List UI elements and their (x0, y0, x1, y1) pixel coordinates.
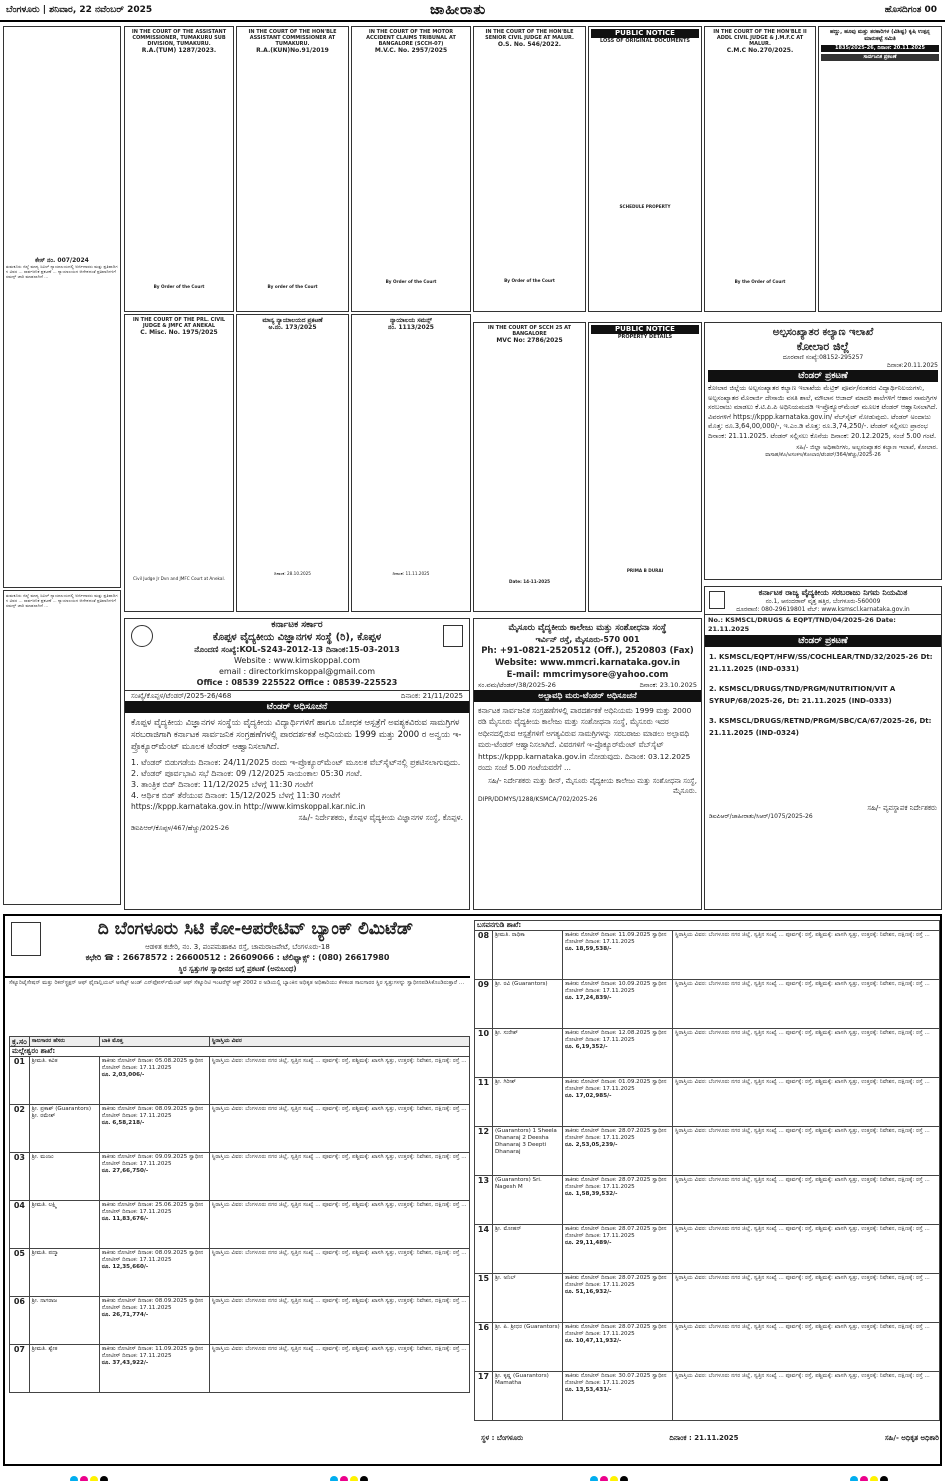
property-description: ಸ್ಥಿರಾಸ್ತಿಯ ವಿವರ: ಬೆಂಗಳೂರು ನಗರ ಜಿಲ್ಲೆ, ಸ್ವತ್ತಿನ ಸಂಖ್ಯೆ ... ಪೂರ್ವಕ್ಕೆ: ರಸ್ತೆ, ಪಶ್ಚಿಮಕ್ಕೆ: ಖಾಸಗಿ ಸ್ವತ್ತು, ಉತ್ತರಕ್ಕೆ: ನಿವೇಶನ, ದಕ್ಷಿಣಕ್ಕೆ: ರಸ್ತೆ ... (673, 1274, 940, 1323)
possession-table-right (474, 920, 940, 1421)
row-number: 17 (475, 1372, 493, 1421)
notice-case: MVC No: 2786/2025 (496, 337, 563, 344)
cmyk-dot-icon (860, 1476, 868, 1481)
table-row (475, 1029, 940, 1078)
property-description: ಸ್ಥಿರಾಸ್ತಿಯ ವಿವರ: ಬೆಂಗಳೂರು ನಗರ ಜಿಲ್ಲೆ, ಸ್ವತ್ತಿನ ಸಂಖ್ಯೆ ... ಪೂರ್ವಕ್ಕೆ: ರಸ್ತೆ, ಪಶ್ಚಿಮಕ್ಕೆ: ಖಾಸಗಿ ಸ್ವತ್ತು, ಉತ್ತರಕ್ಕೆ: ನಿವೇಶನ, ದಕ್ಷಿಣಕ್ಕೆ: ರಸ್ತೆ ... (209, 1249, 469, 1297)
notice-ac-tumakuru-2 (236, 26, 349, 312)
gov-emblem-icon (443, 625, 463, 647)
row-number: 09 (475, 980, 493, 1029)
notice-ac-tumakuru (124, 26, 234, 312)
notice-case: R.A.(KUN)No.91/2019 (256, 47, 329, 54)
notice-footer: By Order of the Court (385, 279, 437, 284)
kims-point-2: 2. ಟೆಂಡರ್ ಪೂರ್ವಭಾವಿ ಸಭೆ ದಿನಾಂಕ: 09 /12/2025 ಸಾಯಂಕಾಲ 05:30 ಗಂಟೆ. (131, 769, 363, 778)
borrower-name: ಶ್ರೀ. ಕೃಷ್ಣ (Guarantors) Mamatha (493, 1372, 563, 1421)
schedule-heading: SCHEDULE PROPERTY (619, 204, 671, 209)
row-number: 12 (475, 1127, 493, 1176)
notice-dates: ತಾಕೀತು ನೋಟೀಸ್ ದಿನಾಂಕ: 28.07.2025 ಸ್ವಾಧೀನ ನೋಟೀಸ್ ದಿನಾಂಕ: 17.11.2025 ರೂ. 51,16,932/- (563, 1274, 673, 1323)
notice-footer: By order of the Court (267, 284, 318, 289)
notice-type: ಸ್ಥಿರ ಸ್ವತ್ತುಗಳ ಸ್ವಾಧೀನದ ಬಗ್ಗೆ ಪ್ರಕಟಣೆ (ಅನುಬಂಧ) (178, 965, 297, 973)
cmyk-dot-icon (870, 1476, 878, 1481)
ksmscl-name: ಕರ್ನಾಟಕ ರಾಜ್ಯ ವೈದ್ಯಕೀಯ ಸರಬರಾಜು ನಿಗಮ ನಿಯಮಿತ (758, 588, 908, 597)
tender-strip: ಟೆಂಡರ್ ಪ್ರಕಟಣೆ (708, 370, 938, 382)
row-number: 07 (10, 1345, 30, 1393)
outstanding-amount: ರೂ. 2,03,006/- (101, 1072, 145, 1078)
outstanding-amount: ರೂ. 6,19,352/- (565, 1044, 608, 1050)
notice-title: ಹಣ್ಣು, ಹೂವು ಮತ್ತು ತರಕಾರಿಗಳ (ವಿಶಿಷ್ಟ) ಕೃಷಿ ಉತ್ಪನ್ನ ಮಾರುಕಟ್ಟೆ ಸಮಿತಿ (829, 29, 931, 42)
apmc-public-notice (818, 26, 942, 312)
cmyk-dot-icon (350, 1476, 358, 1481)
borrower-name: ಶ್ರೀಮತಿ. ಶ್ವೇತ (29, 1345, 99, 1393)
masthead-date: ಬೆಂಗಳೂರು | ಶನಿವಾರ, 22 ನವೆಂಬರ್ 2025 (6, 5, 153, 15)
court-notice-kannada-1 (236, 314, 349, 612)
cmyk-dot-icon (880, 1476, 888, 1481)
borrower-name: ಶ್ರೀ. ಮಂಜು (29, 1153, 99, 1201)
bank-address: ಆಡಳಿತ ಕಚೇರಿ, ನಂ. 3, ಪಂಪಮಹಾಕವಿ ರಸ್ತೆ, ಚಾಮರಾಜಪೇಟೆ, ಬೆಂಗಳೂರು-18 (145, 943, 330, 951)
borrower-name: (Guarantors) Sri. Nagesh M (493, 1176, 563, 1225)
kims-signature: ಸಹಿ/- ನಿರ್ದೇಶಕರು, ಕೊಪ್ಪಳ ವೈದ್ಯಕೀಯ ವಿಜ್ಞಾನಗಳ ಸಂಸ್ಥೆ, ಕೊಪ್ಪಳ. (298, 813, 463, 822)
notice-footer: By Order of the Court (153, 284, 205, 289)
cmyk-dot-icon (100, 1476, 108, 1481)
notice-dates: ತಾಕೀತು ನೋಟೀಸ್ ದಿನಾಂಕ: 11.09.2025 ಸ್ವಾಧೀನ ನೋಟೀಸ್ ದಿನಾಂಕ: 17.11.2025 ರೂ. 18,59,538/- (563, 931, 673, 980)
coop-header (5, 916, 470, 978)
ksmscl-signature: ಸಹಿ/- ವ್ಯವಸ್ಥಾಪಕ ನಿರ್ದೇಶಕರು (867, 804, 937, 812)
table-row (475, 1127, 940, 1176)
branch-heading: ಮಲ್ಲೇಶ್ವರಂ ಶಾಖೆ: (10, 1047, 470, 1057)
property-description: ಸ್ಥಿರಾಸ್ತಿಯ ವಿವರ: ಬೆಂಗಳೂರು ನಗರ ಜಿಲ್ಲೆ, ಸ್ವತ್ತಿನ ಸಂಖ್ಯೆ ... ಪೂರ್ವಕ್ಕೆ: ರಸ್ತೆ, ಪಶ್ಚಿಮಕ್ಕೆ: ಖಾಸಗಿ ಸ್ವತ್ತು, ಉತ್ತರಕ್ಕೆ: ನಿವೇಶನ, ದಕ್ಷಿಣಕ್ಕೆ: ರಸ್ತೆ ... (209, 1105, 469, 1153)
notice-dates: ತಾಕೀತು ನೋಟೀಸ್ ದಿನಾಂಕ: 30.07.2025 ಸ್ವಾಧೀನ ನೋಟೀಸ್ ದಿನಾಂಕ: 17.11.2025 ರೂ. 13,53,431/- (563, 1372, 673, 1421)
cmyk-dot-icon (620, 1476, 628, 1481)
registration-marks (70, 1469, 110, 1479)
tender-phone: ದೂರವಾಣಿ ಸಂಖ್ಯೆ:08152-295257 (782, 354, 864, 361)
table-row (475, 1176, 940, 1225)
property-description: ಸ್ಥಿರಾಸ್ತಿಯ ವಿವರ: ಬೆಂಗಳೂರು ನಗರ ಜಿಲ್ಲೆ, ಸ್ವತ್ತಿನ ಸಂಖ್ಯೆ ... ಪೂರ್ವಕ್ಕೆ: ರಸ್ತೆ, ಪಶ್ಚಿಮಕ್ಕೆ: ಖಾಸಗಿ ಸ್ವತ್ತು, ಉತ್ತರಕ್ಕೆ: ನಿವೇಶನ, ದಕ್ಷಿಣಕ್ಕೆ: ರಸ್ತೆ ... (673, 1127, 940, 1176)
property-description: ಸ್ಥಿರಾಸ್ತಿಯ ವಿವರ: ಬೆಂಗಳೂರು ನಗರ ಜಿಲ್ಲೆ, ಸ್ವತ್ತಿನ ಸಂಖ್ಯೆ ... ಪೂರ್ವಕ್ಕೆ: ರಸ್ತೆ, ಪಶ್ಚಿಮಕ್ಕೆ: ಖಾಸಗಿ ಸ್ವತ್ತು, ಉತ್ತರಕ್ಕೆ: ನಿವೇಶನ, ದಕ್ಷಿಣಕ್ಕೆ: ರಸ್ತೆ ... (209, 1201, 469, 1249)
table-row (10, 1105, 470, 1153)
kims-sites: https://kppp.karnataka.gov.in http://www.kimskoppal.kar.nic.in (131, 802, 366, 811)
ksmscl-item-1: 1. KSMSCL/EQPT/HFW/SS/COCHLEAR/TND/32/2025-26 Dt: 21.11.2025 (IND-0331) (709, 653, 933, 673)
notice-civil-judge-anekal (124, 314, 234, 612)
property-description: ಸ್ಥಿರಾಸ್ತಿಯ ವಿವರ: ಬೆಂಗಳೂರು ನಗರ ಜಿಲ್ಲೆ, ಸ್ವತ್ತಿನ ಸಂಖ್ಯೆ ... ಪೂರ್ವಕ್ಕೆ: ರಸ್ತೆ, ಪಶ್ಚಿಮಕ್ಕೆ: ಖಾಸಗಿ ಸ್ವತ್ತು, ಉತ್ತರಕ್ಕೆ: ನಿವೇಶನ, ದಕ್ಷಿಣಕ್ಕೆ: ರಸ್ತೆ ... (673, 1323, 940, 1372)
outstanding-amount: ರೂ. 11,83,676/- (101, 1216, 149, 1222)
notice-strip: ಸಾರ್ವಜನಿಕ ಪ್ರಕಟಣೆ (821, 54, 939, 61)
outstanding-amount: ರೂ. 1,58,39,532/- (565, 1191, 618, 1197)
kims-footer: ಡಿಐಪಿಆರ್/ಕೊಪ್ಪಳ/467/ಹೆಚ್ಚು/2025-26 (131, 824, 230, 832)
borrower-name: ಶ್ರೀ. ಅನಿಲ್ (493, 1274, 563, 1323)
kims-point-3: 3. ತಾಂತ್ರಿಕ ಬಿಡ್ ದಿನಾಂಕ: 11/12/2025 ಬೆಳಗ್ಗೆ 11:30 ಗಂಟೆಗೆ (131, 780, 314, 789)
tender-ref: ವಾಸಾಹ/ಕೊ/ಅಸಂಕಇ/ಕೋಲಾರ/ಟೆಂಡರ್/364/ಹೆಚ್ಚು/2025-26 (765, 451, 881, 458)
table-row (475, 931, 940, 980)
notice-dates: ತಾಕೀತು ನೋಟೀಸ್ ದಿನಾಂಕ: 08.09.2025 ಸ್ವಾಧೀನ ನೋಟೀಸ್ ದಿನಾಂಕ: 17.11.2025 ರೂ. 6,58,218/- (99, 1105, 209, 1153)
row-number: 11 (475, 1078, 493, 1127)
cmyk-dot-icon (360, 1476, 368, 1481)
ksmscl-phone: ದೂರವಾಣಿ: 080-29619801 ವೆಬ್: www.ksmscl.karnataka.gov.in (736, 606, 910, 613)
notice-dates: ತಾಕೀತು ನೋಟೀಸ್ ದಿನಾಂಕ: 28.07.2025 ಸ್ವಾಧೀನ ನೋಟೀಸ್ ದಿನಾಂಕ: 17.11.2025 ರೂ. 29,11,489/- (563, 1225, 673, 1274)
table-row (10, 1345, 470, 1393)
property-description: ಸ್ಥಿರಾಸ್ತಿಯ ವಿವರ: ಬೆಂಗಳೂರು ನಗರ ಜಿಲ್ಲೆ, ಸ್ವತ್ತಿನ ಸಂಖ್ಯೆ ... ಪೂರ್ವಕ್ಕೆ: ರಸ್ತೆ, ಪಶ್ಚಿಮಕ್ಕೆ: ಖಾಸಗಿ ಸ್ವತ್ತು, ಉತ್ತರಕ್ಕೆ: ನಿವೇಶನ, ದಕ್ಷಿಣಕ್ಕೆ: ರಸ್ತೆ ... (673, 1078, 940, 1127)
cmyk-dot-icon (590, 1476, 598, 1481)
notice-body: ತುಮಕೂರು ಜಿಲ್ಲೆ ಮಾನ್ಯ ಸಿವಿಲ್ ನ್ಯಾಯಾಲಯದಲ್ಲಿ ಅರ್ಜಿದಾರರು ಮತ್ತು ಪ್ರತಿವಾದಿಗಳ ವಿವರ ... ಸಾರ್ವಜನಿಕ ಪ್ರಕಟಣೆ ... ನ್ಯಾಯಾಲಯದ ಆದೇಶದಂತೆ ಪ್ರತಿವಾದಿಗಳಿಗೆ ಸಮನ್ಸ್ ಜಾರಿ ಮಾಡಲಾಗಿದೆ ... (6, 593, 118, 609)
row-number: 03 (10, 1153, 30, 1201)
outstanding-amount: ರೂ. 6,58,218/- (101, 1120, 145, 1126)
cmyk-dot-icon (850, 1476, 858, 1481)
property-description: ಸ್ಥಿರಾಸ್ತಿಯ ವಿವರ: ಬೆಂಗಳೂರು ನಗರ ಜಿಲ್ಲೆ, ಸ್ವತ್ತಿನ ಸಂಖ್ಯೆ ... ಪೂರ್ವಕ್ಕೆ: ರಸ್ತೆ, ಪಶ್ಚಿಮಕ್ಕೆ: ಖಾಸಗಿ ಸ್ವತ್ತು, ಉತ್ತರಕ್ಕೆ: ನಿವೇಶನ, ದಕ್ಷಿಣಕ್ಕೆ: ರಸ್ತೆ ... (209, 1057, 469, 1105)
table-row (10, 1153, 470, 1201)
notice-jmfc-malur (704, 26, 816, 312)
notice-footer: PRIMA B DURAI (626, 568, 664, 573)
table-row (475, 1078, 940, 1127)
kims-emblem-icon (131, 625, 153, 647)
tender-ksmscl (704, 586, 942, 910)
notice-ref: 1835/2025-26, ದಿನಾಂಕ: 20.11.2025 (821, 45, 939, 52)
ksmscl-logo-icon (709, 591, 725, 609)
row-number: 15 (475, 1274, 493, 1323)
borrower-name: ಶ್ರೀ. ನಾಗರಾಜ (29, 1297, 99, 1345)
table-row (475, 980, 940, 1029)
notice-title: IN THE COURT OF THE ASSISTANT COMMISSIONER, TUMAKURU SUB DIVISION, TUMAKURU. (131, 29, 227, 47)
borrower-name: ಶ್ರೀಮತಿ. ಲಕ್ಷ್ಮಿ (29, 1201, 99, 1249)
notice-dates: ತಾಕೀತು ನೋಟೀಸ್ ದಿನಾಂಕ: 28.07.2025 ಸ್ವಾಧೀನ ನೋಟೀಸ್ ದಿನಾಂಕ: 17.11.2025 ರೂ. 10,47,11,932/- (563, 1323, 673, 1372)
col-header: ಸಾಲಗಾರರ ಹೆಸರು (29, 1037, 99, 1047)
table-row (10, 1057, 470, 1105)
kims-strip: ಟೆಂಡರ್ ಅಧಿಸೂಚನೆ (125, 701, 469, 713)
table-row (475, 1372, 940, 1421)
tender-date: ದಿನಾಂಕ:20.11.2025 (886, 362, 938, 369)
notice-title: IN THE COURT OF THE MOTOR ACCIDENT CLAIMS TRIBUNAL AT BANGALORE (SCCH-07) (366, 29, 456, 47)
borrower-name: ಶ್ರೀ. ರವಿ (Guarantors) (493, 980, 563, 1029)
notice-title: ನ್ಯಾಯಾಲಯ ಸಮನ್ಸ್ (390, 317, 432, 324)
mmcri-strip: ಅಲ್ಪಾವಧಿ ಮರು-ಟೆಂಡರ್ ಅಧಿಸೂಚನೆ (474, 690, 701, 702)
outstanding-amount: ರೂ. 2,53,05,239/- (565, 1142, 618, 1148)
table-row (10, 1297, 470, 1345)
property-description: ಸ್ಥಿರಾಸ್ತಿಯ ವಿವರ: ಬೆಂಗಳೂರು ನಗರ ಜಿಲ್ಲೆ, ಸ್ವತ್ತಿನ ಸಂಖ್ಯೆ ... ಪೂರ್ವಕ್ಕೆ: ರಸ್ತೆ, ಪಶ್ಚಿಮಕ್ಕೆ: ಖಾಸಗಿ ಸ್ವತ್ತು, ಉತ್ತರಕ್ಕೆ: ನಿವೇಶನ, ದಕ್ಷಿಣಕ್ಕೆ: ರಸ್ತೆ ... (209, 1153, 469, 1201)
notice-dates: ತಾಕೀತು ನೋಟೀಸ್ ದಿನಾಂಕ: 05.08.2025 ಸ್ವಾಧೀನ ನೋಟೀಸ್ ದಿನಾಂಕ: 17.11.2025 ರೂ. 2,03,006/- (99, 1057, 209, 1105)
borrower-name: (Guarantors) 1 Sheela Dhanaraj 2 Deesha Dhanaraj 3 Deepti Dhanaraj (493, 1127, 563, 1176)
borrower-name: ಶ್ರೀಮತಿ. ಪದ್ಮಾ (29, 1249, 99, 1297)
col-header: ಸ್ಥಿರಾಸ್ತಿಯ ವಿವರ (209, 1037, 469, 1047)
kims-point-1: 1. ಟೆಂಡರ್ ಬಿಡುಗಡೆಯ ದಿನಾಂಕ: 24/11/2025 ರಂದು ಇ-ಪ್ರೊಕ್ಯೂರ್‌ಮೆಂಟ್ ಮೂಲಕ ವೆಬ್‌ಸೈಟ್‌ನಲ್ಲಿ ಪ್ರಕಟಿಸಲಾಗುವುದು. (131, 758, 461, 767)
notice-dates: ತಾಕೀತು ನೋಟೀಸ್ ದಿನಾಂಕ: 11.09.2025 ಸ್ವಾಧೀನ ನೋಟೀಸ್ ದಿನಾಂಕ: 17.11.2025 ರೂ. 37,43,922/- (99, 1345, 209, 1393)
cmyk-dot-icon (340, 1476, 348, 1481)
public-notice-lost-documents (588, 26, 702, 312)
property-description: ಸ್ಥಿರಾಸ್ತಿಯ ವಿವರ: ಬೆಂಗಳೂರು ನಗರ ಜಿಲ್ಲೆ, ಸ್ವತ್ತಿನ ಸಂಖ್ಯೆ ... ಪೂರ್ವಕ್ಕೆ: ರಸ್ತೆ, ಪಶ್ಚಿಮಕ್ಕೆ: ಖಾಸಗಿ ಸ್ವತ್ತು, ಉತ್ತರಕ್ಕೆ: ನಿವೇಶನ, ದಕ್ಷಿಣಕ್ಕೆ: ರಸ್ತೆ ... (673, 980, 940, 1029)
notice-footer: Date: 14-11-2025 (508, 579, 551, 584)
notice-footer: ದಿನಾಂಕ: 11.11.2025 (392, 571, 430, 576)
row-number: 04 (10, 1201, 30, 1249)
col-header: ಕ್ರ.ಸಂ (10, 1037, 30, 1047)
masthead (0, 0, 945, 22)
property-description: ಸ್ಥಿರಾಸ್ತಿಯ ವಿವರ: ಬೆಂಗಳೂರು ನಗರ ಜಿಲ್ಲೆ, ಸ್ವತ್ತಿನ ಸಂಖ್ಯೆ ... ಪೂರ್ವಕ್ಕೆ: ರಸ್ತೆ, ಪಶ್ಚಿಮಕ್ಕೆ: ಖಾಸಗಿ ಸ್ವತ್ತು, ಉತ್ತರಕ್ಕೆ: ನಿವೇಶನ, ದಕ್ಷಿಣಕ್ಕೆ: ರಸ್ತೆ ... (209, 1297, 469, 1345)
mmcri-address: ಇರ್ವಿನ್ ರಸ್ತೆ, ಮೈಸೂರು-570 001 (535, 635, 640, 644)
possession-table-left (9, 1036, 470, 1393)
outstanding-amount: ರೂ. 18,59,538/- (565, 946, 612, 952)
outstanding-amount: ರೂ. 17,24,839/- (565, 995, 612, 1001)
notice-subtitle: PROPERTY DETAILS (617, 334, 673, 340)
table-row (475, 1225, 940, 1274)
outstanding-amount: ರೂ. 10,47,11,932/- (565, 1338, 622, 1344)
notice-case: C. Misc. No. 1975/2025 (140, 329, 218, 336)
notice-title: IN THE COURT OF THE PRL. CIVIL JUDGE & JMFC AT ANEKAL (132, 317, 226, 329)
outstanding-amount: ರೂ. 26,71,774/- (101, 1312, 149, 1318)
bank-phone: ಕಛೇರಿ ☎ : 26678572 : 26600512 : 26609066 : ಟೆಲಿಫ್ಯಾಕ್ಸ್ : (080) 26617980 (85, 953, 390, 962)
ksmscl-no: No.: KSMSCL/DRUGS & EQPT/TND/04/2025-26 Date: 21.11.2025 (705, 614, 941, 635)
row-number: 14 (475, 1225, 493, 1274)
masthead-paper: ಹೊಸದಿಗಂತ 00 (884, 5, 937, 15)
registration-marks (850, 1469, 890, 1479)
table-row (475, 1323, 940, 1372)
notice-title: PUBLIC NOTICE (591, 29, 699, 38)
cmyk-dot-icon (80, 1476, 88, 1481)
tender-signature: ಸಹಿ/- ಜಿಲ್ಲಾ ಅಧಿಕಾರಿಗಳು, ಅಲ್ಪಸಂಖ್ಯಾತರ ಕಲ್ಯಾಣ ಇಲಾಖೆ, ಕೋಲಾರ. (796, 443, 938, 451)
outstanding-amount: ರೂ. 12,35,660/- (101, 1264, 149, 1270)
notice-case: ಅ.ನಂ. 173/2025 (268, 324, 317, 331)
kims-point-4: 4. ಆರ್ಥಿಕ ಬಿಡ್ ತೆರೆಯುವ ದಿನಾಂಕ: 15/12/2025 ಬೆಳಗ್ಗೆ 11:30 ಗಂಟೆಗೆ (131, 791, 341, 800)
bank-logo-icon (11, 922, 41, 956)
masthead-section: ಜಾಹೀರಾತು (430, 2, 487, 18)
mmcri-footer: DIPR/DDMYS/1288/KSMCA/702/2025-26 (478, 796, 598, 804)
mmcri-website: Website: www.mmcri.karnataka.gov.in (494, 658, 681, 668)
mmcri-phone: Ph: +91-0821-2520512 (Off.), 2520803 (Fax) (481, 646, 694, 656)
notice-footer: ದಿನಾಂಕ: 28.10.2025 (274, 571, 311, 576)
kims-date: ದಿನಾಂಕ: 21/11/2025 (400, 692, 463, 700)
borrower-name: ಶ್ರೀ. ಪಿ. ಶ್ರೀಧರ (Guarantors) (493, 1323, 563, 1372)
notice-place: ಸ್ಥಳ : ಬೆಂಗಳೂರು (481, 1434, 524, 1442)
table-row (10, 1201, 470, 1249)
outstanding-amount: ರೂ. 27,66,750/- (101, 1168, 149, 1174)
notice-footer: By the Order of Court (734, 279, 786, 284)
row-number: 10 (475, 1029, 493, 1078)
registration-marks (590, 1469, 630, 1479)
mmcri-name: ಮೈಸೂರು ವೈದ್ಯಕೀಯ ಕಾಲೇಜು ಮತ್ತು ಸಂಶೋಧನಾ ಸಂಸ್ಥೆ (508, 623, 667, 633)
notice-title: IN THE COURT OF THE HON'BLE II ADDL CIVIL JUDGE & J.M.F.C AT MALUR. (713, 29, 807, 47)
property-description: ಸ್ಥಿರಾಸ್ತಿಯ ವಿವರ: ಬೆಂಗಳೂರು ನಗರ ಜಿಲ್ಲೆ, ಸ್ವತ್ತಿನ ಸಂಖ್ಯೆ ... ಪೂರ್ವಕ್ಕೆ: ರಸ್ತೆ, ಪಶ್ಚಿಮಕ್ಕೆ: ಖಾಸಗಿ ಸ್ವತ್ತು, ಉತ್ತರಕ್ಕೆ: ನಿವೇಶನ, ದಕ್ಷಿಣಕ್ಕೆ: ರಸ್ತೆ ... (673, 1176, 940, 1225)
kims-website: Website : www.kimskoppal.com (233, 656, 361, 665)
row-number: 02 (10, 1105, 30, 1153)
court-notice-left-column (3, 26, 121, 588)
borrower-name: ಶ್ರೀ. ಪ್ರಕಾಶ್ (Guarantors) ಶ್ರೀ. ರಮೇಶ್ (29, 1105, 99, 1153)
row-number: 16 (475, 1323, 493, 1372)
table-row (10, 1249, 470, 1297)
kims-gov: ಕರ್ನಾಟಕ ಸರ್ಕಾರ (271, 620, 323, 630)
mmcri-ref: ಸಂ.ವಮ/ಟೆಂಡರ್/38/2025-26 (478, 681, 556, 689)
tender-kims-koppal (124, 618, 470, 910)
notice-mact-bangalore (351, 26, 471, 312)
cmyk-dot-icon (600, 1476, 608, 1481)
borrower-name: ಶ್ರೀ. ಸುರೇಶ್ (493, 1029, 563, 1078)
outstanding-amount: ರೂ. 51,16,932/- (565, 1289, 612, 1295)
kims-reg: ನೊಂದಣಿ ಸಂಖ್ಯೆ:KOL-S243-2012-13 ದಿನಾಂಕ:15-03-2013 (194, 645, 400, 654)
branch-heading: ಬಸವನಗುಡಿ ಶಾಖೆ: (475, 921, 940, 931)
notice-date: ದಿನಾಂಕ : 21.11.2025 (669, 1434, 739, 1442)
notice-signature: ಸಹಿ/- ಅಧಿಕೃತ ಅಧಿಕಾರಿ (884, 1434, 939, 1442)
tender-mmcri-mysuru (473, 618, 702, 910)
property-description: ಸ್ಥಿರಾಸ್ತಿಯ ವಿವರ: ಬೆಂಗಳೂರು ನಗರ ಜಿಲ್ಲೆ, ಸ್ವತ್ತಿನ ಸಂಖ್ಯೆ ... ಪೂರ್ವಕ್ಕೆ: ರಸ್ತೆ, ಪಶ್ಚಿಮಕ್ಕೆ: ಖಾಸಗಿ ಸ್ವತ್ತು, ಉತ್ತರಕ್ಕೆ: ನಿವೇಶನ, ದಕ್ಷಿಣಕ್ಕೆ: ರಸ್ತೆ ... (209, 1345, 469, 1393)
outstanding-amount: ರೂ. 37,43,922/- (101, 1360, 149, 1366)
kims-email: email : directorkimskoppal@gmail.com (218, 667, 376, 676)
court-notice-kannada-2 (351, 314, 471, 612)
kims-name: ಕೊಪ್ಪಳ ವೈದ್ಯಕೀಯ ವಿಜ್ಞಾನಗಳ ಸಂಸ್ಥೆ (ರಿ), ಕೊಪ್ಪಳ (212, 632, 382, 643)
property-description: ಸ್ಥಿರಾಸ್ತಿಯ ವಿವರ: ಬೆಂಗಳೂರು ನಗರ ಜಿಲ್ಲೆ, ಸ್ವತ್ತಿನ ಸಂಖ್ಯೆ ... ಪೂರ್ವಕ್ಕೆ: ರಸ್ತೆ, ಪಶ್ಚಿಮಕ್ಕೆ: ಖಾಸಗಿ ಸ್ವತ್ತು, ಉತ್ತರಕ್ಕೆ: ನಿವೇಶನ, ದಕ್ಷಿಣಕ್ಕೆ: ರಸ್ತೆ ... (673, 931, 940, 980)
row-number: 08 (475, 931, 493, 980)
borrower-name: ಶ್ರೀಮತಿ. ಕವಿತ (29, 1057, 99, 1105)
notice-title: IN THE COURT OF SCCH 25 AT BANGALORE (487, 325, 572, 337)
notice-case: C.M.C No.270/2025. (726, 47, 794, 54)
notice-dates: ತಾಕೀತು ನೋಟೀಸ್ ದಿನಾಂಕ: 12.08.2025 ಸ್ವಾಧೀನ ನೋಟೀಸ್ ದಿನಾಂಕ: 17.11.2025 ರೂ. 6,19,352/- (563, 1029, 673, 1078)
tender-place: ಕೋಲಾರ ಜಿಲ್ಲೆ (796, 340, 850, 353)
ksmscl-footer: ಡಿಐಪಿಆರ್/ಜಾಹೀರಾತು/ಸಿಆರ್/1075/2025-26 (709, 813, 813, 820)
ksmscl-item-3: 3. KSMSCL/DRUGS/RETND/PRGM/SBC/CA/67/2025-26, Dt: 21.11.2025 (IND-0324) (709, 717, 932, 737)
mmcri-signature: ಸಹಿ/- ನಿರ್ದೇಶಕರು ಮತ್ತು ಡೀನ್, ಮೈಸೂರು ವೈದ್ಯಕೀಯ ಕಾಲೇಜು ಮತ್ತು ಸಂಶೋಧನಾ ಸಂಸ್ಥೆ, ಮೈಸೂರು. (488, 777, 697, 796)
mmcri-date: ದಿನಾಂಕ: 23.10.2025 (639, 681, 697, 689)
kims-ref: ಸಂಖ್ಯೆ/ಕೊಪ್ಪಳ/ಟೆಂಡರ್/2025-26/468 (131, 692, 232, 700)
outstanding-amount: ರೂ. 13,53,431/- (565, 1387, 612, 1393)
coop-bank-possession-notice (3, 914, 942, 1466)
cmyk-dot-icon (70, 1476, 78, 1481)
property-description: ಸ್ಥಿರಾಸ್ತಿಯ ವಿವರ: ಬೆಂಗಳೂರು ನಗರ ಜಿಲ್ಲೆ, ಸ್ವತ್ತಿನ ಸಂಖ್ಯೆ ... ಪೂರ್ವಕ್ಕೆ: ರಸ್ತೆ, ಪಶ್ಚಿಮಕ್ಕೆ: ಖಾಸಗಿ ಸ್ವತ್ತು, ಉತ್ತರಕ್ಕೆ: ನಿವೇಶನ, ದಕ್ಷಿಣಕ್ಕೆ: ರಸ್ತೆ ... (673, 1029, 940, 1078)
notice-case: R.A.(TUM) 1287/2023. (141, 47, 217, 54)
bank-notice-intro: ಸೆಕ್ಯೂರಿಟೈಸೇಷನ್ ಮತ್ತು ರಿಕನ್‌ಸ್ಟ್ರಕ್ಷನ್ ಆಫ್ ಫೈನಾನ್ಷಿಯಲ್ ಅಸೆಟ್ಸ್ ಅಂಡ್ ಎನ್‌ಫೋರ್ಸ್‌ಮೆಂಟ್ ಆಫ್ ಸೆಕ್ಯೂರಿಟಿ ಇಂಟರೆಸ್ಟ್ ಆಕ್ಟ್ 2002 ರ ಅಡಿಯಲ್ಲಿ ಬ್ಯಾಂಕಿನ ಅಧಿಕೃತ ಅಧಿಕಾರಿಯು ಕೆಳಕಂಡ ಸಾಲಗಾರರ ಸ್ಥಿರ ಸ್ವತ್ತುಗಳನ್ನು ಸ್ವಾಧೀನಪಡಿಸಿಕೊಂಡಿರುತ್ತಾರೆ ... (9, 980, 465, 986)
notice-footer: Civil Judge Jr Dvn and JMFC Court at Anekal. (133, 576, 225, 581)
kims-body: ಕೊಪ್ಪಳ ವೈದ್ಯಕೀಯ ವಿಜ್ಞಾನಗಳ ಸಂಸ್ಥೆಯ ವೈದ್ಯಕೀಯ ವಿದ್ಯಾರ್ಥಿಗಳಿಗೆ ಹಾಗೂ ಬೋಧಕ ಆಸ್ಪತ್ರೆಗೆ ಅವಶ್ಯಕವಿರುವ ಸಾಮಗ್ರಿಗಳ ಸರಬರಾಜಿಗಾಗಿ ಕರ್ನಾಟಕ ಸಾರ್ವಜನಿಕ ಸಂಗ್ರಹಣೆಗಳಲ್ಲಿ ಪಾರದರ್ಶಕತೆ ಅಧಿನಿಯಮ 1999 ಮತ್ತು 2000 ರ ಅನ್ವಯ ಇ-ಪ್ರೊಕ್ಯೂರ್‌ಮೆಂಟ್ ಮೂಲಕ ಟೆಂಡರ್ ಆಹ್ವಾನಿಸಲಾಗಿದೆ. (131, 718, 462, 752)
notice-dates: ತಾಕೀತು ನೋಟೀಸ್ ದಿನಾಂಕ: 10.09.2025 ಸ್ವಾಧೀನ ನೋಟೀಸ್ ದಿನಾಂಕ: 17.11.2025 ರೂ. 17,24,839/- (563, 980, 673, 1029)
notice-case: M.V.C. No. 2957/2025 (374, 47, 448, 54)
ksmscl-address: ನಂ.1, ಆನಂದರಾವ್ ವೃತ್ತ ಹತ್ತಿರ, ಬೆಂಗಳೂರು-560009 (765, 598, 881, 605)
case-number: ಕೇಸ್ ನಂ. 007/2024 (35, 257, 89, 264)
ksmscl-item-2: 2. KSMSCL/DRUGS/TND/PRGM/NUTRITION/VIT A SYRUP/68/2025-26, Dt: 21.11.2025 (IND-0333) (709, 685, 896, 705)
row-number: 01 (10, 1057, 30, 1105)
notice-footer: By Order of the Court (504, 278, 555, 283)
notice-title: PUBLIC NOTICE (591, 325, 699, 334)
borrower-name: ಶ್ರೀ. ಗಿರೀಶ್ (493, 1078, 563, 1127)
col-header: ಬಾಕಿ ಮೊತ್ತ (99, 1037, 209, 1047)
notice-title: IN THE COURT OF THE HON'BLE SENIOR CIVIL JUDGE AT MALUR. (485, 29, 574, 41)
borrower-name: ಶ್ರೀಮತಿ. ರಾಧಿಕಾ (493, 931, 563, 980)
cmyk-dot-icon (90, 1476, 98, 1481)
bank-name: ದಿ ಬೆಂಗಳೂರು ಸಿಟಿ ಕೋ-ಆಪರೇಟಿವ್ ಬ್ಯಾಂಕ್ ಲಿಮಿಟೆಡ್ (97, 919, 414, 939)
tender-body: ಕೋಲಾರ ಜಿಲ್ಲೆಯ ಅಲ್ಪಸಂಖ್ಯಾತರ ಕಲ್ಯಾಣ ಇಲಾಖೆಯ ಮೆಟ್ರಿಕ್ ಪೂರ್ವ/ನಂತರದ ವಿದ್ಯಾರ್ಥಿನಿಲಯಗಳು, ಅಲ್ಪಸಂಖ್ಯಾತರ ಮೊರಾರ್ಜಿ ದೇಸಾಯಿ ವಸತಿ ಶಾಲೆ, ಮೌಲಾನ ಆಜಾದ್ ಮಾದರಿ ಶಾಲೆಗಳಿಗೆ ಆಹಾರ ಸಾಮಗ್ರಿಗಳ ಸರಬರಾಜು ಮಾಡಲು ಕೆ.ಟಿ.ಪಿ.ಪಿ ಅಧಿನಿಯಮದಡಿ ಇ-ಪ್ರೊಕ್ಯೂರ್‌ಮೆಂಟ್ ಮೂಲಕ ಟೆಂಡರ್ ಆಹ್ವಾನಿಸಲಾಗಿದೆ. ವಿವರಗಳಿಗೆ https://kppp.karnataka.gov.in/ ವೆಬ್‌ಸೈಟ್ ನೋಡುವುದು. ಟೆಂಡರ್ ಅಂದಾಜು ಮೊತ್ತ: ರೂ.3,64,00,000/-, ಇ.ಎಂ.ಡಿ ಮೊತ್ತ: ರೂ.3,74,250/-. ಟೆಂಡರ್ ಸಲ್ಲಿಸಲು ಪ್ರಾರಂಭ ದಿನಾಂಕ: 21.11.2025. ಟೆಂಡರ್ ಸಲ್ಲಿಸಲು ಕೊನೆಯ ದಿನಾಂಕ: 20.12.2025, ಸಂಜೆ 5.00 ಗಂಟೆ. (708, 384, 938, 440)
tender-minority-welfare-kolar (704, 322, 942, 580)
notice-case: O.S. No. 546/2022. (497, 41, 562, 48)
table-row (475, 1274, 940, 1323)
public-notice-property (588, 322, 702, 612)
notice-dates: ತಾಕೀತು ನೋಟೀಸ್ ದಿನಾಂಕ: 08.09.2025 ಸ್ವಾಧೀನ ನೋಟೀಸ್ ದಿನಾಂಕ: 17.11.2025 ರೂ. 12,35,660/- (99, 1249, 209, 1297)
mmcri-body: ಕರ್ನಾಟಕ ಸಾರ್ವಜನಿಕ ಸಂಗ್ರಹಣೆಗಳಲ್ಲಿ ಪಾರದರ್ಶಕತೆ ಅಧಿನಿಯಮ 1999 ಮತ್ತು 2000 ರಡಿ ಮೈಸೂರು ವೈದ್ಯಕೀಯ ಕಾಲೇಜು ಮತ್ತು ಸಂಶೋಧನಾ ಸಂಸ್ಥೆ, ಮೈಸೂರು ಇದರ ಅಧೀನದಲ್ಲಿರುವ ಆಸ್ಪತ್ರೆಗಳಿಗೆ ಅಗತ್ಯವಿರುವ ಸಾಮಗ್ರಿಗಳನ್ನು ಸರಬರಾಜು ಮಾಡಲು ಅಲ್ಪಾವಧಿ ಮರು-ಟೆಂಡರ್ ಆಹ್ವಾನಿಸಲಾಗಿದೆ. ವಿವರಗಳಿಗೆ ಇ-ಪ್ರೊಕ್ಯೂರ್‌ಮೆಂಟ್ ವೆಬ್‌ಸೈಟ್ https://kppp.karnataka.gov.in ನೋಡುವುದು. ದಿನಾಂಕ: 03.12.2025 ರಂದು ಸಂಜೆ 5.00 ಗಂಟೆಯವರೆಗೆ ... (478, 706, 692, 773)
notice-dates: ತಾಕೀತು ನೋಟೀಸ್ ದಿನಾಂಕ: 08.09.2025 ಸ್ವಾಧೀನ ನೋಟೀಸ್ ದಿನಾಂಕ: 17.11.2025 ರೂ. 26,71,774/- (99, 1297, 209, 1345)
notice-dates: ತಾಕೀತು ನೋಟೀಸ್ ದಿನಾಂಕ: 09.09.2025 ಸ್ವಾಧೀನ ನೋಟೀಸ್ ದಿನಾಂಕ: 17.11.2025 ರೂ. 27,66,750/- (99, 1153, 209, 1201)
court-notice-left-lower (3, 590, 121, 905)
row-number: 13 (475, 1176, 493, 1225)
notice-dates: ತಾಕೀತು ನೋಟೀಸ್ ದಿನಾಂಕ: 28.07.2025 ಸ್ವಾಧೀನ ನೋಟೀಸ್ ದಿನಾಂಕ: 17.11.2025 ರೂ. 1,58,39,532/- (563, 1176, 673, 1225)
notice-dates: ತಾಕೀತು ನೋಟೀಸ್ ದಿನಾಂಕ: 01.09.2025 ಸ್ವಾಧೀನ ನೋಟೀಸ್ ದಿನಾಂಕ: 17.11.2025 ರೂ. 17,02,985/- (563, 1078, 673, 1127)
row-number: 06 (10, 1297, 30, 1345)
cmyk-dot-icon (610, 1476, 618, 1481)
registration-marks (330, 1469, 370, 1479)
notice-case: ನಂ. 1113/2025 (388, 324, 434, 331)
notice-title: ಮಾನ್ಯ ನ್ಯಾಯಾಲಯದ ಪ್ರಕಟಣೆ (262, 317, 323, 324)
kims-office: Office : 08539 225522 Office : 08539-225523 (196, 678, 398, 687)
notice-scch-25 (473, 322, 586, 612)
ksmscl-strip: ಟೆಂಡರ್ ಪ್ರಕಟಣೆ (705, 635, 941, 647)
property-description: ಸ್ಥಿರಾಸ್ತಿಯ ವಿವರ: ಬೆಂಗಳೂರು ನಗರ ಜಿಲ್ಲೆ, ಸ್ವತ್ತಿನ ಸಂಖ್ಯೆ ... ಪೂರ್ವಕ್ಕೆ: ರಸ್ತೆ, ಪಶ್ಚಿಮಕ್ಕೆ: ಖಾಸಗಿ ಸ್ವತ್ತು, ಉತ್ತರಕ್ಕೆ: ನಿವೇಶನ, ದಕ್ಷಿಣಕ್ಕೆ: ರಸ್ತೆ ... (673, 1372, 940, 1421)
property-description: ಸ್ಥಿರಾಸ್ತಿಯ ವಿವರ: ಬೆಂಗಳೂರು ನಗರ ಜಿಲ್ಲೆ, ಸ್ವತ್ತಿನ ಸಂಖ್ಯೆ ... ಪೂರ್ವಕ್ಕೆ: ರಸ್ತೆ, ಪಶ್ಚಿಮಕ್ಕೆ: ಖಾಸಗಿ ಸ್ವತ್ತು, ಉತ್ತರಕ್ಕೆ: ನಿವೇಶನ, ದಕ್ಷಿಣಕ್ಕೆ: ರಸ್ತೆ ... (673, 1225, 940, 1274)
outstanding-amount: ರೂ. 17,02,985/- (565, 1093, 612, 1099)
notice-body: ತುಮಕೂರು ಜಿಲ್ಲೆ ಮಾನ್ಯ ಸಿವಿಲ್ ನ್ಯಾಯಾಲಯದಲ್ಲಿ ಅರ್ಜಿದಾರರು ಮತ್ತು ಪ್ರತಿವಾದಿಗಳ ವಿವರ ... ಸಾರ್ವಜನಿಕ ಪ್ರಕಟಣೆ ... ನ್ಯಾಯಾಲಯದ ಆದೇಶದಂತೆ ಪ್ರತಿವಾದಿಗಳಿಗೆ ಸಮನ್ಸ್ ಜಾರಿ ಮಾಡಲಾಗಿದೆ ... (6, 264, 118, 280)
cmyk-dot-icon (330, 1476, 338, 1481)
borrower-name: ಶ್ರೀ. ಮೋಹನ್ (493, 1225, 563, 1274)
tender-title: ಅಲ್ಪಸಂಖ್ಯಾತರ ಕಲ್ಯಾಣ ಇಲಾಖೆ (772, 327, 874, 338)
notice-dates: ತಾಕೀತು ನೋಟೀಸ್ ದಿನಾಂಕ: 28.07.2025 ಸ್ವಾಧೀನ ನೋಟೀಸ್ ದಿನಾಂಕ: 17.11.2025 ರೂ. 2,53,05,239/- (563, 1127, 673, 1176)
notice-title: IN THE COURT OF THE HON'BLE ASSISTANT COMMISSIONER AT TUMAKURU. (248, 29, 337, 47)
outstanding-amount: ರೂ. 29,11,489/- (565, 1240, 612, 1246)
notice-subtitle: LOSS OF ORIGINAL DOCUMENTS (599, 38, 690, 44)
notice-civil-judge-malur (473, 26, 586, 312)
notice-dates: ತಾಕೀತು ನೋಟೀಸ್ ದಿನಾಂಕ: 25.06.2025 ಸ್ವಾಧೀನ ನೋಟೀಸ್ ದಿನಾಂಕ: 17.11.2025 ರೂ. 11,83,676/- (99, 1201, 209, 1249)
mmcri-email: E-mail: mmcrimysore@yahoo.com (506, 670, 669, 680)
row-number: 05 (10, 1249, 30, 1297)
